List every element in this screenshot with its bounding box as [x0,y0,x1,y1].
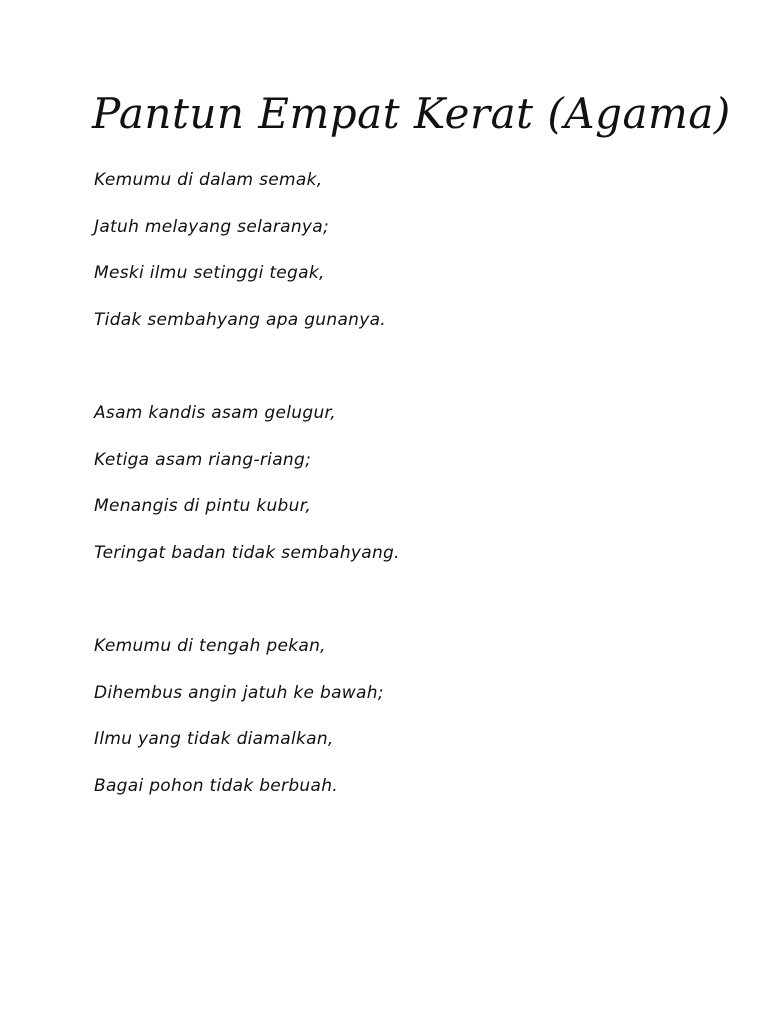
stanza-line: Kemumu di dalam semak, [94,170,323,190]
stanza-line: Teringat badan tidak sembahyang. [94,542,400,563]
stanza-line: Ilmu yang tidak diamalkan, [94,729,334,749]
stanza-1 [94,164,386,350]
stanza-line: Jatuh melayang selaranya; [94,216,329,237]
stanza-line: Ketiga asam riang-riang; [94,449,312,470]
page-title: Pantun Empat Kerat (Agama) [92,89,731,138]
stanza-line: Meski ilmu setinggi tegak, [94,263,325,283]
stanza-line: Menangis di pintu kubur, [94,496,312,516]
stanza-line: Dihembus angin jatuh ke bawah; [94,682,384,703]
stanza-line: Bagai pohon tidak berbuah. [94,775,339,796]
stanza-line: Tidak sembahyang apa gunanya. [94,309,387,330]
stanza-line: Asam kandis asam gelugur, [94,403,336,423]
stanza-2 [94,397,400,583]
stanza-line: Kemumu di tengah pekan, [94,636,326,656]
stanza-3 [94,630,384,816]
